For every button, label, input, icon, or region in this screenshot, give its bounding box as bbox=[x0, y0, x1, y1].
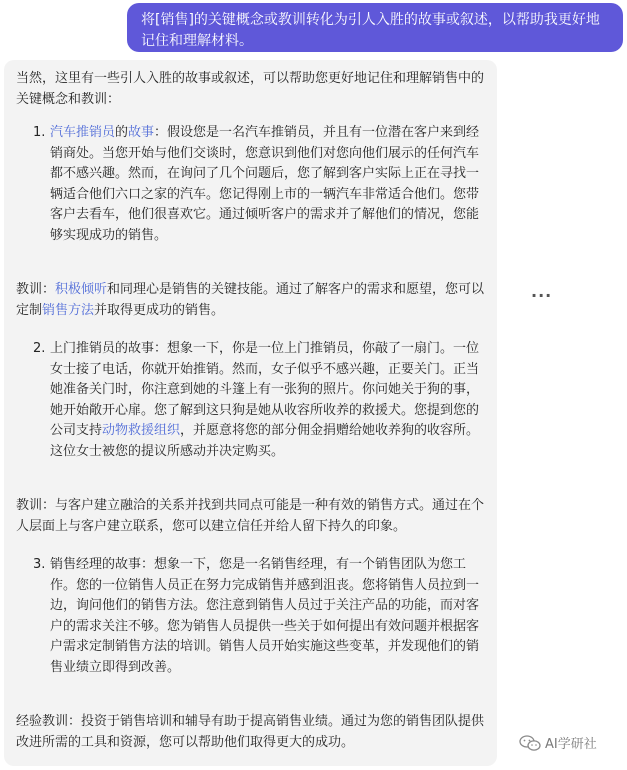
user-message-text: 将[销售]的关键概念或教训转化为引人入胜的故事或叙述，以帮助我更好地记住和理解材料。 bbox=[141, 12, 600, 49]
link-car-salesperson[interactable]: 汽车推销员 bbox=[50, 125, 116, 140]
lesson-2: 教训：与客户建立融洽的关系并找到共同点可能是一种有效的销售方式。通过在个人层面上与客户建立联系，您可以建立信任并给人留下持久的印象。 bbox=[16, 498, 485, 534]
watermark bbox=[519, 733, 597, 752]
link-active-listening[interactable]: 积极倾听 bbox=[55, 282, 108, 297]
link-animal-rescue[interactable]: 动物救援组织 bbox=[102, 423, 181, 438]
link-sales-method[interactable]: 销售方法 bbox=[42, 302, 95, 318]
ellipsis-icon[interactable]: ··· bbox=[531, 286, 553, 305]
story-item-2 bbox=[16, 339, 487, 462]
link-story[interactable]: 故事 bbox=[128, 125, 155, 140]
lesson-text: 和同理心是销售的关键技能。通过了解客户的需求和愿望，您可以定制 bbox=[16, 282, 485, 318]
story-body: 销售经理的故事：想象一下，您是一名销售经理，有一个销售团队为您工作。您的一位销售人员正在努力完成销售并感到沮丧。您将销售人员拉到一边，询问他们的销售方法。您注意到销售人员过于关注产品的功能，而对客户的需求关注不够。您为销售人员提供一些关于如何提出有效问题并根据客户需求定制销售方法的培训。销售人员开始实施这些变革，并发现他们的销售业绩立即得到改善。 bbox=[50, 557, 480, 675]
lesson-text: 教训： bbox=[16, 282, 56, 297]
wechat-icon bbox=[519, 735, 541, 751]
story-text: 的 bbox=[115, 125, 129, 140]
story-body bbox=[50, 123, 483, 246]
story-number: 1. bbox=[33, 125, 46, 140]
user-message-bubble bbox=[127, 3, 623, 52]
lesson-3: 经验教训：投资于销售培训和辅导有助于提高销售业绩。通过为您的销售团队提供改进所需的工具和资源，您可以帮助他们取得更大的成功。 bbox=[16, 714, 485, 750]
story-body bbox=[50, 339, 483, 462]
watermark-text: AI学研社 bbox=[545, 737, 597, 752]
assistant-message-bubble bbox=[4, 60, 497, 766]
lesson-1 bbox=[16, 280, 487, 321]
story-number: 2. bbox=[33, 341, 46, 356]
story-text: ：假设您是一名汽车推销员，并且有一位潜在客户来到经销商处。当您开始与他们交谈时，您意识到他们对您向他们展示的任何汽车都不感兴趣。然而，在询问了几个问题后，您了解到客户实际上正在寻找一辆适合他们六口之家的汽车。您记得刚上市的一辆汽车非常适合他们。您带客户去看车，他们很喜欢它。通过倾听客户的需求并了解他们的情况，您能够实现成功的销售。 bbox=[50, 125, 480, 243]
story-text: ，并愿意将您的部分佣金捐赠给她收养狗的收容所。这位女士被您的提议所感动并决定购买。 bbox=[50, 423, 480, 459]
story-item-1 bbox=[16, 123, 487, 246]
story-text: 上门推销员的故事：想象一下，你是一位上门推销员，你敲了一扇门。一位女士接了电话，你就开始推销。然而，女子似乎不感兴趣，正要关门。正当她准备关门时，你注意到她的斗篷上有一张狗的照片。你问她关于狗的事，她开始敞开心扉。您了解到这只狗是她从收容所收养的救援犬。您提到您的公司支持 bbox=[50, 341, 480, 438]
story-item-3 bbox=[16, 555, 487, 678]
lesson-text: 并取得更成功的销售。 bbox=[94, 302, 225, 318]
story-number: 3. bbox=[33, 557, 46, 572]
response-intro: 当然，这里有一些引人入胜的故事或叙述，可以帮助您更好地记住和理解销售中的关键概念和教训： bbox=[16, 71, 485, 107]
